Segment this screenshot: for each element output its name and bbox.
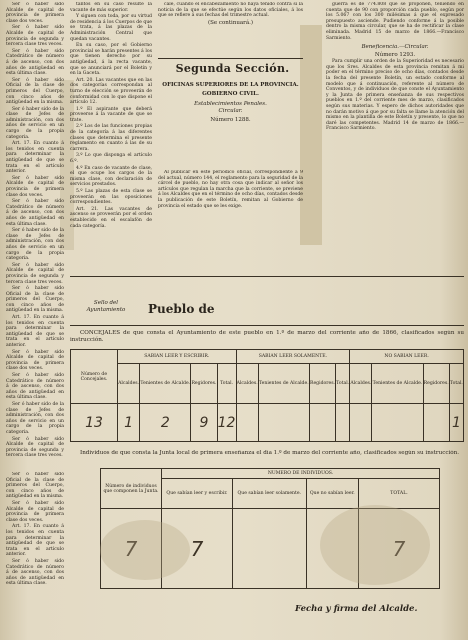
left-paragraph: Ser ó haber sido Alcalde de capital de provincia de primera clase dos veces.	[6, 349, 64, 372]
value-cell	[423, 404, 449, 442]
center-paragraph: tantos en su caso resulte la vacante de más superior.	[70, 2, 152, 13]
lower-left-column	[6, 472, 64, 638]
left-paragraph: Ser ó haber sido Alcalde de capital de provincia de segunda y tercera clase tres veces.	[6, 436, 64, 459]
sub-header: Alcaldes.	[118, 364, 140, 404]
sub-header: Total.	[449, 364, 463, 404]
form-rule	[70, 325, 464, 326]
concejales-table	[70, 349, 464, 442]
sub-header: Alcaldes.	[350, 364, 372, 404]
value-cell	[258, 404, 309, 442]
junta-col-header: Que no sabían leer.	[306, 479, 358, 509]
center-paragraph: 1.º El aspirante que deberá proveerse á la vacante de que se trate.	[70, 106, 152, 123]
left-paragraph: Ser ó haber sido Oficial de la clase de primeros del Cuerpo, con cinco años de antigüedad en la misma.	[6, 77, 64, 106]
center-paragraph: Art. 21. Las vacantes de ascenso se proveerán por el orden establecido en el escalafón de cada categoría.	[70, 206, 152, 229]
left-paragraph: Ser ó haber sido Alcalde de capital de provincia de segunda y tercera clase tres veces.	[6, 262, 64, 285]
stamp-label: Sello del Ayuntamiento	[86, 300, 126, 313]
center-paragraph: 5.º Las plazas de esta clase se proveerán en las oposiciones correspondientes.	[70, 189, 152, 206]
left-paragraph: Ser ó haber sido de la clase de Jefes de administración, con dos años de servicio en un cargo de la propia categoria.	[6, 106, 64, 140]
value-cell	[372, 404, 423, 442]
sub-header: Total.	[336, 364, 350, 404]
group-header: SABIAN LEER SOLAMENTE.	[236, 350, 350, 364]
value-cell: 1	[118, 404, 140, 442]
left-paragraph: Ser ó haber sido Alcalde de capital de provincia de primera clase dos veces.	[6, 175, 64, 198]
junta-value: 7	[101, 509, 162, 589]
junta-col-header: Número de individuos que componen la Junta.	[101, 469, 162, 509]
sub-header: Regidores.	[309, 364, 335, 404]
left-paragraph: Ser ó haber sido Catedrático de número á de ascenso, con dos años de antigüedad en esta última clase.	[6, 373, 64, 401]
junta-value: 7	[359, 509, 440, 589]
offices-line: OFICINAS SUPERIORES DE LA PROVINCIA.	[162, 82, 299, 88]
value-cell	[309, 404, 335, 442]
value-cell: 9	[191, 404, 217, 442]
sub-header: Total.	[217, 364, 236, 404]
continued-note: (Se continuará.)	[208, 19, 253, 26]
circular-line: Circular.	[218, 107, 243, 114]
num-concejales-header: Número de Concejales.	[71, 350, 118, 404]
sub-header: Regidores.	[191, 364, 217, 404]
left-paragraph: Ser ó haber sido Catedrático de número á de ascenso, con dos años de antigüedad en esta última clase.	[6, 48, 64, 77]
value-cell: 2	[140, 404, 191, 442]
left-paragraph: Ser ó haber sido de la clase de Jefes de administración, con dos años de servicio en un cargo de la propia categoria.	[6, 228, 64, 262]
value-cell: 1	[449, 404, 463, 442]
center-paragraph: 4.º En caso de vacante de clase, el que ocupe los cargos de la misma clase, con declaración de servicios prestados.	[70, 165, 152, 188]
section-title: Segunda Sección.	[175, 62, 290, 75]
left-paragraph: Ser ó haber sido Alcalde de capital de provincia de primera clase dos veces.	[6, 500, 64, 523]
center-paragraph: 2.º Los de las funciones propias de la categoría á las diferentes clases que determina el presente reglamento en cuanto á las de su carrera.	[70, 124, 152, 152]
sub-header: Regidores.	[423, 364, 449, 404]
left-paragraph: Ser ó haber sido Alcalde de capital de provincia de segunda y tercera clase tres veces.	[6, 25, 64, 48]
center-paragraph: 3.º Lo que disponga el artículo 6.º.	[70, 153, 152, 165]
left-paragraph: Art. 17. En cuanto á los tenidos en cuenta para determinar la antigüedad de que se trata en el artículo anterior.	[6, 524, 64, 558]
far-right-column	[326, 2, 464, 274]
junta-value: 7	[162, 509, 233, 589]
top-right-block	[158, 2, 303, 56]
sub-header: Tenientes de Alcalde.	[372, 364, 423, 404]
junta-col-header: Que sabían leer y escribir.	[162, 479, 233, 509]
offices-heading	[158, 82, 303, 162]
continuation-paragraph: cale, cuando el encabezamiento no haya tenido contra si la noticia de la que se efectúe según los datos oficiales, á los que se refiere á sus fechas del trimestre actual.	[158, 2, 303, 19]
concejales-statement: CONCEJALES de que consta el Ayuntamiento de este pueblo en 1.º de marzo del corriente año de 1866, clasificados según su instrucción.	[70, 330, 464, 343]
sub-header: Tenientes de Alcalde.	[258, 364, 309, 404]
value-cell: 12	[217, 404, 236, 442]
sub-header: Alcaldes.	[236, 364, 258, 404]
value-cell	[350, 404, 372, 442]
group-header: SABIAN LEER Y ESCRIBIR.	[118, 350, 237, 364]
junta-value	[232, 509, 306, 589]
numero-line: Número 1288.	[210, 117, 251, 123]
left-paragraph: Ser ó haber sido Catedrático de número á de ascenso, con dos años de antigüedad en esta última clase.	[6, 558, 64, 587]
stain	[320, 505, 430, 585]
left-paragraph: Ser ó haber sido Alcalde de capital de provincia de primera clase dos veces.	[6, 2, 64, 24]
junta-statement: Individuos de que consta la Junta local de primera enseñanza el día 1.º de marzo del corriente año, clasificados según su instrucción.	[80, 450, 460, 456]
right-paragraph: guerra es de 774.808 que se proponen, teniendo en cuenta que de 90 con proporción cada pueblo, según por los 5.067 con los 300 milésimas á que el expresado presupuesto asciende. Pudiendo conforme á la posible dentro la misma circular, que se ha de rectificar la clase eliminada. Madrid 15 de marzo de 1866.—Francisco Sarmiento.	[326, 2, 464, 41]
junta-col-header: Que sabían leer solamente.	[232, 479, 306, 509]
center-paragraph: Y siguen con toda, por su virtud de residencia á los Cuerpos de que se trata, á las plazas de la Administración Central que quedan vacantes.	[70, 14, 152, 42]
gobierno-line: GOBIERNO CIVIL.	[202, 90, 259, 97]
circular-body: Al publicar en este periódico oficial, correspondiente á 9 del actual, número 144, el reglamento para la seguridad de la cárcel de pueblo, no hay otra cosa que indicar al señor los artículos que regulan la marcha que la corriente, se previene á los Alcaldes que en el término de ocho días, contados desde la publicación de este Boletín, remitan al Gobierno de provincia el estado que se les exige.	[158, 170, 303, 209]
center-paragraph: Art. 20. Las vacantes que en las dos categorías correspondan al turno de elección se proveerán de conformidad con lo que dispone el artículo 12.	[70, 77, 152, 106]
column-shadow	[300, 25, 322, 245]
beneficencia-heading: Beneficencia.—Circular.	[361, 44, 429, 51]
left-paragraph: Art. 17. En cuanto á los tenidos en cuenta para determinar la antigüedad de que se trata en el artículo anterior.	[6, 315, 64, 349]
numero-heading: Número 1293.	[374, 51, 416, 58]
center-paragraph: En su caso, por el Gobierno provincial se harán presentes á los que tienen derecho por su antigüedad, á la recta vacante, que se anunciará por el Boletín y en la Gaceta.	[70, 43, 152, 77]
junta-col-header: TOTAL.	[359, 479, 440, 509]
left-paragraph: Art. 17. En cuanto á los tenidos en cuenta para determinar la antigüedad de que se trata en el artículo anterior.	[6, 141, 64, 175]
left-paragraph: Ser ó haber sido Oficial de la clase de primeros del Cuerpo, con cinco años de antigüedad en la misma.	[6, 472, 64, 500]
value-cell: 13	[71, 404, 118, 442]
pueblo-heading: Pueblo de	[148, 302, 215, 316]
group-header: NO SABIAN LEER.	[350, 350, 464, 364]
left-paragraph: Ser ó haber sido de la clase de Jefes de administración, con dos años de servicio en un cargo de la propia categoria.	[6, 401, 64, 435]
stain	[100, 520, 190, 580]
separator-rule	[158, 58, 303, 59]
sub-header: Tenientes de Alcalde.	[140, 364, 191, 404]
center-column	[70, 2, 152, 274]
left-paragraph: Ser ó haber sido Catedrático de número á de ascenso, con dos años de antigüedad en esta última clase.	[6, 199, 64, 227]
penal-circular-body	[158, 170, 303, 270]
junta-group-header: NUMERO DE INDIVIDUOS.	[162, 469, 440, 479]
signature-line: Fecha y firma del Alcalde.	[295, 604, 418, 614]
sub-line: Establecimientos Penales.	[194, 101, 267, 107]
form-top-rule	[70, 276, 464, 277]
right-paragraph: Para cumplir una orden de la Superioridad es necesario que los Sres. Alcaldes de esta provincia remitan á mi poder en el término preciso de ocho días, contados desde la fecha del presente Boletín, un estado conforme al modelo que á continuación, referente al número de Conventos, y de individuos de que conste el Ayuntamiento y la Junta de primera enseñanza de sus respectivos pueblos en 1.º del corriente mes de marzo, clasificados según sus materias. Y espero de dichos autoridades que no darán motivo á que por su falta se llame la atención del mismo en la plantilla de este Boletín y presente, lo que no daré las competentes. Madrid 14 de marzo de 1866.—Francisco Sarmiento.	[326, 59, 464, 132]
left-paragraph: Ser ó haber sido Oficial de la clase de primeros del Cuerpo, con cinco años de antigüedad en la misma.	[6, 286, 64, 314]
value-cell	[236, 404, 258, 442]
value-cell	[336, 404, 350, 442]
left-column	[6, 2, 64, 472]
